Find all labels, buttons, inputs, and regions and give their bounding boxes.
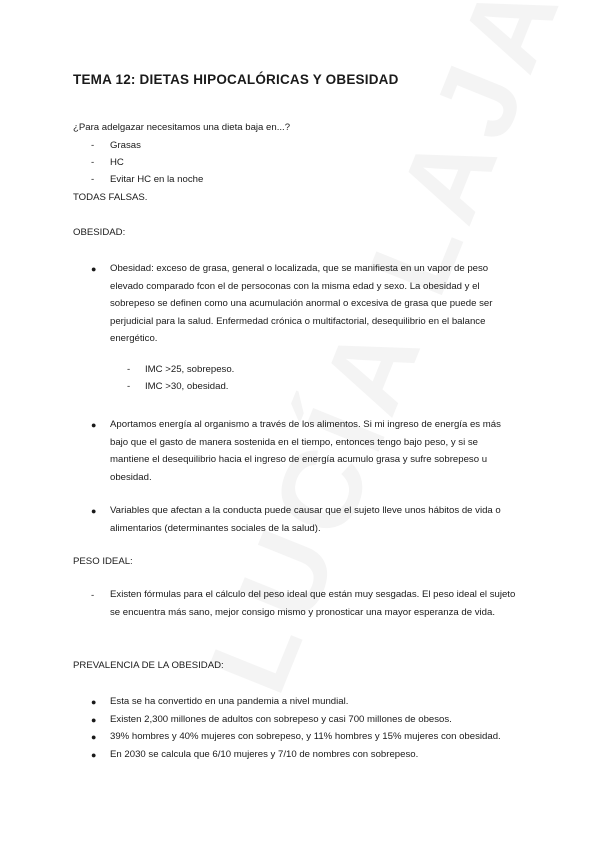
dash-marker: - [91,140,95,151]
question-item: HC [110,157,124,168]
dash-marker: - [91,590,95,601]
section-heading-prevalencia: PREVALENCIA DE LA OBESIDAD: [73,660,224,671]
prevalencia-item: Esta se ha convertido en una pandemia a nivel mundial. [110,696,349,707]
peso-ideal-paragraph: Existen fórmulas para el cálculo del peso ideal que están muy sesgadas. El peso ideal el sujeto se encuentra más sano, mejor consigo mismo y pronosticar una mayor esperanza de vida. [110,589,516,618]
obesidad-paragraph-2: Aportamos energía al organismo a través de los alimentos. Si mi ingreso de energía es más bajo que el gasto de manera sostenida en el tiempo, entonces tengo bajo peso, y si se mantiene el desequilibrio hacia el ingreso de energía acumulo grasa y sufre sobrepeso u obesidad. [110,419,501,483]
prevalencia-item: Existen 2,300 millones de adultos con sobrepeso y casi 700 millones de obesos. [110,714,452,725]
prevalencia-item: 39% hombres y 40% mujeres con sobrepeso, y 11% hombres y 15% mujeres con obesidad. [110,731,501,742]
imc-item: IMC >25, sobrepeso. [145,364,235,375]
question-item: Grasas [110,140,141,151]
question-text: ¿Para adelgazar necesitamos una dieta baja en...? [73,122,291,133]
dash-marker: - [127,364,131,375]
imc-item: IMC >30, obesidad. [145,381,229,392]
bullet-marker: ● [91,732,97,742]
dash-marker: - [91,157,95,168]
bullet-marker: ● [91,697,97,707]
dash-marker: - [127,381,131,392]
obesidad-paragraph-3: Variables que afectan a la conducta puede causar que el sujeto lleve unos hábitos de vida o alimentarios (determinantes sociales de la salud). [110,505,501,534]
bullet-marker: ● [91,750,97,760]
dash-marker: - [91,174,95,185]
bullet-marker: ● [91,264,97,274]
obesidad-paragraph-1: Obesidad: exceso de grasa, general o localizada, que se manifiesta en un vapor de peso elevado comparado fcon el de persoconas con la misma edad y sexo. La obesidad y el sobrepeso se definen como una acumulación anormal o excesiva de grasa que puede ser perjudicial para la salud. Enfermedad crónica o multifactorial, desequilibrio en el balance energético. [110,263,493,344]
document-title: TEMA 12: DIETAS HIPOCALÓRICAS Y OBESIDAD [73,72,399,87]
bullet-marker: ● [91,506,97,516]
prevalencia-item: En 2030 se calcula que 6/10 mujeres y 7/10 de nombres con sobrepeso. [110,749,419,760]
question-item: Evitar HC en la noche [110,174,204,185]
answer-text: TODAS FALSAS. [73,192,148,203]
section-heading-peso-ideal: PESO IDEAL: [73,556,133,567]
section-heading-obesidad: OBESIDAD: [73,227,126,238]
bullet-marker: ● [91,420,97,430]
bullet-marker: ● [91,715,97,725]
